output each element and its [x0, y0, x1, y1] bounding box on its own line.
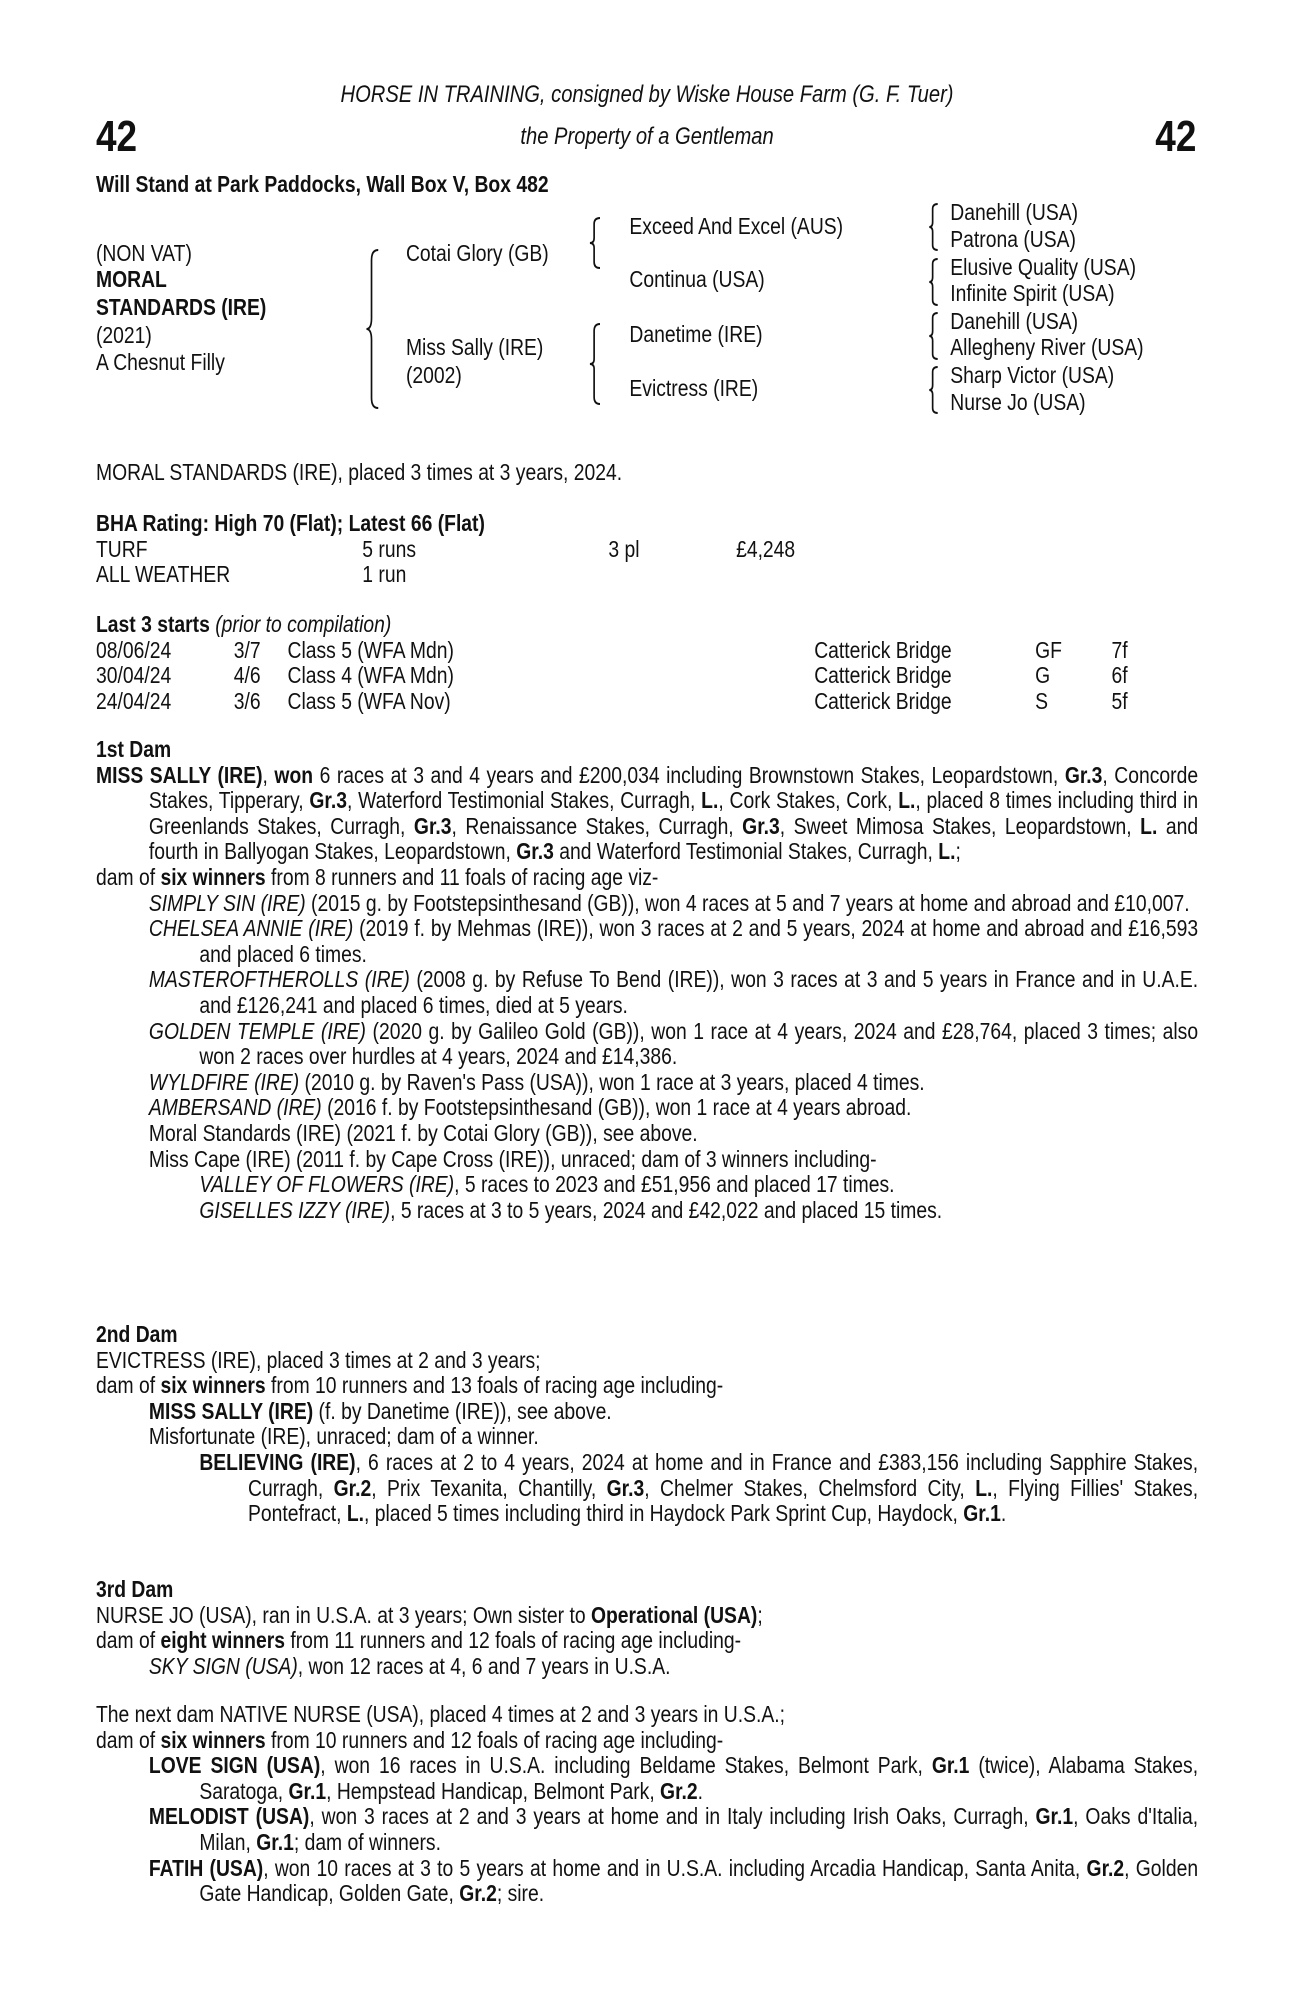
dam-record-paragraph — [96, 1450, 1198, 1527]
text: (2020 g. by Galileo Gold (GB)), won 1 race at 4 years, 2024 and £28,764, placed 3 times; also won 2 races over hurdles at 4 years, 2024 and £14,386. — [199, 1017, 1199, 1070]
start-dist: 5f — [1111, 687, 1128, 714]
dam-section-1 — [96, 737, 1198, 1223]
dam-year: (2002) — [405, 362, 462, 388]
bold-text: Gr.2 — [333, 1474, 372, 1501]
text: , — [262, 761, 275, 788]
bold-text: L. — [346, 1500, 365, 1527]
text: (2019 f. by Mehmas (IRE)), won 3 races at 2 and 5 years, 2024 at home and abroad and £16,593 and placed 6 times. — [199, 915, 1199, 967]
start-course: Catterick Bridge — [814, 636, 952, 663]
text: , Golden Gate Handicap, Golden Gate, — [199, 1854, 1199, 1907]
bold-text: Gr.3 — [1064, 761, 1103, 788]
dam-record-paragraph — [96, 1373, 1198, 1399]
bold-text: MISS SALLY (IRE) — [148, 1397, 314, 1424]
horse-name-line1: MORAL — [96, 266, 167, 292]
text: ; sire. — [496, 1880, 545, 1907]
italic-text: SKY SIGN (USA) — [148, 1652, 298, 1679]
bold-text: L. — [938, 838, 956, 865]
text: dam of — [96, 1726, 161, 1753]
rating-row — [96, 537, 1198, 563]
italic-text: AMBERSAND (IRE) — [148, 1094, 322, 1121]
dam-record-paragraph — [96, 1147, 1198, 1173]
bold-text: Gr.2 — [1086, 1854, 1125, 1881]
brace-icon — [588, 216, 603, 270]
ownership-line: the Property of a Gentleman — [520, 123, 774, 150]
dam-record-paragraph — [96, 1399, 1198, 1425]
horse-description: A Chesnut Filly — [96, 349, 225, 375]
text: and fourth in Ballyogan Stakes, Leopardstown, — [148, 812, 1199, 865]
text: ; — [757, 1601, 763, 1628]
vat-status: (NON VAT) — [96, 240, 192, 266]
start-date: 08/06/24 — [96, 636, 172, 663]
text: , Flying Fillies' Stakes, Pontefract, — [248, 1474, 1199, 1527]
brace-icon — [588, 322, 603, 406]
text: , 5 races at 3 to 5 years, 2024 and £42,022 and placed 15 times. — [390, 1196, 943, 1223]
dam-record-paragraph — [96, 891, 1198, 917]
dam-heading: 2nd Dam — [96, 1321, 178, 1347]
italic-text: GOLDEN TEMPLE (IRE) — [148, 1017, 366, 1044]
grandparent: Danetime (IRE) — [629, 321, 763, 347]
bold-text: Gr.2 — [660, 1777, 698, 1804]
bold-text: Gr.3 — [413, 812, 452, 839]
bold-text: Gr.1 — [1035, 1803, 1074, 1830]
text: , Renaissance Stakes, Curragh, — [451, 812, 743, 839]
start-going: GF — [1035, 636, 1062, 663]
text: , 6 races at 2 to 4 years, 2024 at home and in France and £383,156 including Sapphire Stakes, Curragh, — [248, 1448, 1199, 1501]
brace-icon — [928, 257, 941, 307]
runs: 1 run — [362, 561, 407, 588]
great-grandparent: Infinite Spirit (USA) — [950, 280, 1115, 306]
sire: Cotai Glory (GB) — [405, 240, 549, 266]
stand-location: Will Stand at Park Paddocks, Wall Box V, Box 482 — [96, 171, 549, 197]
dam-record-paragraph — [96, 1628, 1198, 1654]
dam-record-paragraph — [96, 916, 1198, 967]
start-class: Class 5 (WFA Nov) — [287, 687, 451, 714]
great-grandparent: Allegheny River (USA) — [950, 334, 1144, 360]
dam-record-paragraph — [96, 1348, 1198, 1374]
text: ; dam of winners. — [293, 1828, 441, 1855]
rating-section — [96, 511, 1198, 588]
bold-text: Gr.2 — [459, 1880, 497, 1907]
brace-icon — [365, 248, 382, 410]
start-course: Catterick Bridge — [814, 687, 952, 714]
text: , Hempstead Handicap, Belmont Park, — [326, 1777, 661, 1804]
italic-text: WYLDFIRE (IRE) — [148, 1068, 300, 1095]
italic-text: VALLEY OF FLOWERS (IRE) — [199, 1171, 455, 1198]
start-course: Catterick Bridge — [814, 662, 952, 689]
text: (2008 g. by Refuse To Bend (IRE)), won 3 races at 3 and 5 years in France and in U.A.E. and £126,241 and placed 6 times, died at 5 years. — [199, 966, 1199, 1018]
text: , won 10 races at 3 to 5 years at home and in U.S.A. including Arcadia Handicap, Santa Anita, — [263, 1854, 1087, 1881]
last-starts-note: (prior to compilation) — [215, 611, 392, 637]
runs: 5 runs — [362, 535, 416, 562]
horse-name-line2: STANDARDS (IRE) — [96, 294, 267, 320]
dam-section-3 — [96, 1577, 1198, 1679]
great-grandparent: Danehill (USA) — [950, 199, 1079, 225]
foaling-year: (2021) — [96, 322, 152, 348]
rating-title: BHA Rating: High 70 (Flat); Latest 66 (Flat) — [96, 510, 485, 536]
bold-text: Gr.3 — [309, 787, 347, 814]
dam-record-paragraph — [96, 1728, 1198, 1754]
placed: 3 pl — [608, 535, 640, 562]
bold-text: Gr.1 — [288, 1777, 327, 1804]
bold-text: won — [274, 761, 314, 788]
text: . — [1000, 1500, 1007, 1527]
text: , Sweet Mimosa Stakes, Leopardstown, — [779, 812, 1141, 839]
text: dam of — [96, 1372, 161, 1399]
catalogue-page — [96, 0, 1198, 2000]
dam-record-paragraph — [96, 1804, 1198, 1855]
dam-record-paragraph — [96, 1198, 1198, 1224]
last-starts-title: Last 3 starts — [96, 611, 210, 637]
bold-text: six winners — [160, 863, 266, 890]
start-pos: 3/6 — [233, 687, 261, 714]
dam-record-paragraph — [96, 865, 1198, 891]
text: dam of — [96, 1627, 161, 1654]
dam-heading: 1st Dam — [96, 736, 172, 762]
text: , placed 8 times including third in Greenlands Stakes, Curragh, — [148, 787, 1199, 839]
text: Miss Cape (IRE) (2011 f. by Cape Cross (IRE)), unraced; dam of 3 winners including- — [148, 1145, 877, 1172]
bold-text: MISS SALLY (IRE) — [96, 761, 263, 788]
dam-record-paragraph — [96, 1753, 1198, 1804]
start-pos: 4/6 — [233, 662, 261, 689]
rating-row — [96, 562, 1198, 588]
last-starts-section — [96, 612, 1198, 714]
text: , Prix Texanita, Chantilly, — [371, 1474, 607, 1501]
bold-text: MELODIST (USA) — [148, 1803, 310, 1830]
italic-text: GISELLES IZZY (IRE) — [199, 1196, 391, 1223]
dam-record-paragraph — [96, 1095, 1198, 1121]
start-date: 24/04/24 — [96, 687, 172, 714]
text: , 5 races to 2023 and £51,956 and placed 17 times. — [454, 1171, 895, 1198]
great-grandparent: Sharp Victor (USA) — [950, 362, 1115, 388]
text: (2010 g. by Raven's Pass (USA)), won 1 race at 3 years, placed 4 times. — [299, 1068, 925, 1095]
grandparent: Exceed And Excel (AUS) — [629, 213, 844, 239]
bold-text: Gr.1 — [963, 1500, 1001, 1527]
text: , Chelmer Stakes, Chelmsford City, — [644, 1474, 976, 1501]
bold-text: FATIH (USA) — [148, 1854, 264, 1881]
dam-record-paragraph — [96, 1121, 1198, 1147]
bold-text: L. — [701, 787, 719, 814]
text: dam of — [96, 863, 161, 890]
dam-record-paragraph — [96, 1424, 1198, 1450]
grandparent: Continua (USA) — [629, 266, 765, 292]
text: and Waterford Testimonial Stakes, Curragh, — [553, 838, 939, 865]
text: NURSE JO (USA), ran in U.S.A. at 3 years; Own sister to — [96, 1601, 591, 1628]
bold-text: six winners — [160, 1372, 266, 1399]
text: , won 16 races in U.S.A. including Beldame Stakes, Belmont Park, — [320, 1752, 932, 1779]
dam-record-paragraph — [96, 1019, 1198, 1070]
text: , won 12 races at 4, 6 and 7 years in U.S.A. — [297, 1652, 671, 1679]
lot-number-left: 42 — [96, 112, 138, 161]
bold-text: Gr.3 — [742, 812, 780, 839]
text: Misfortunate (IRE), unraced; dam of a winner. — [148, 1423, 539, 1450]
start-going: G — [1035, 662, 1051, 689]
great-grandparent: Elusive Quality (USA) — [950, 254, 1137, 280]
start-class: Class 4 (WFA Mdn) — [287, 662, 454, 689]
text: from 10 runners and 13 foals of racing age including- — [265, 1372, 724, 1399]
dam-record-paragraph — [96, 1702, 1198, 1728]
dam-record-paragraph — [96, 1172, 1198, 1198]
consignor-line: HORSE IN TRAINING, consigned by Wiske House Farm (G. F. Tuer) — [340, 81, 954, 108]
surface: TURF — [96, 535, 148, 562]
lot-number-right: 42 — [1155, 112, 1197, 161]
start-pos: 3/7 — [233, 636, 261, 663]
text: (twice), Alabama Stakes, Saratoga, — [199, 1752, 1199, 1804]
bold-text: Gr.1 — [256, 1828, 294, 1855]
dam-record-paragraph — [96, 1654, 1198, 1680]
surface: ALL WEATHER — [96, 561, 231, 588]
text: , Cork Stakes, Cork, — [718, 787, 899, 814]
text: Moral Standards (IRE) (2021 f. by Cotai Glory (GB)), see above. — [148, 1119, 698, 1146]
bold-text: L. — [1140, 812, 1158, 839]
dam-section-2 — [96, 1322, 1198, 1527]
great-grandparent: Danehill (USA) — [950, 308, 1079, 334]
bold-text: Gr.3 — [516, 838, 554, 865]
brace-icon — [928, 311, 941, 361]
bold-text: LOVE SIGN (USA) — [148, 1752, 321, 1779]
text: . — [697, 1777, 704, 1804]
race-summary: MORAL STANDARDS (IRE), placed 3 times at 3 years, 2024. — [96, 459, 623, 485]
text: (2016 f. by Footstepsinthesand (GB)), won 1 race at 4 years abroad. — [321, 1094, 912, 1121]
bold-text: eight winners — [160, 1627, 285, 1654]
dam-record-paragraph — [96, 1603, 1198, 1629]
dam: Miss Sally (IRE) — [405, 334, 544, 360]
text: , placed 5 times including third in Haydock Park Sprint Cup, Haydock, — [364, 1500, 964, 1527]
great-grandparent: Patrona (USA) — [950, 226, 1076, 252]
italic-text: MASTEROFTHEROLLS (IRE) — [148, 966, 410, 993]
start-row — [96, 689, 1198, 715]
text: (f. by Danetime (IRE)), see above. — [313, 1397, 612, 1424]
dam-heading: 3rd Dam — [96, 1576, 174, 1602]
text: , Oaks d'Italia, Milan, — [199, 1803, 1199, 1855]
bold-text: Operational (USA) — [590, 1601, 758, 1628]
bold-text: L. — [898, 787, 916, 814]
grandparent: Evictress (IRE) — [629, 375, 759, 401]
dam-record-paragraph — [96, 1856, 1198, 1907]
text: , won 3 races at 2 and 3 years at home and in Italy including Irish Oaks, Curragh, — [309, 1803, 1036, 1830]
text: 6 races at 3 and 4 years and £200,034 including Brownstown Stakes, Leopardstown, — [313, 761, 1065, 788]
start-date: 30/04/24 — [96, 662, 172, 689]
text: from 10 runners and 12 foals of racing age including- — [265, 1726, 724, 1753]
italic-text: SIMPLY SIN (IRE) — [148, 889, 306, 916]
text: from 8 runners and 11 foals of racing age viz- — [265, 863, 659, 890]
text: (2015 g. by Footstepsinthesand (GB)), won 4 races at 5 and 7 years at home and abroad and £10,007. — [305, 889, 1190, 916]
start-dist: 6f — [1111, 662, 1128, 689]
dam-record-paragraph — [96, 1070, 1198, 1096]
start-dist: 7f — [1111, 636, 1128, 663]
text: ; — [955, 838, 961, 865]
dam-record-paragraph — [96, 763, 1198, 865]
bold-text: BELIEVING (IRE) — [199, 1448, 356, 1475]
bold-text: L. — [975, 1474, 993, 1501]
text: , Concorde Stakes, Tipperary, — [148, 761, 1199, 814]
start-row — [96, 638, 1198, 664]
bold-text: Gr.3 — [606, 1474, 645, 1501]
text: EVICTRESS (IRE), placed 3 times at 2 and 3 years; — [96, 1346, 541, 1373]
bold-text: six winners — [160, 1726, 266, 1753]
italic-text: CHELSEA ANNIE (IRE) — [148, 915, 354, 942]
start-class: Class 5 (WFA Mdn) — [287, 636, 454, 663]
brace-icon — [928, 202, 941, 252]
text: from 11 runners and 12 foals of racing age including- — [284, 1627, 742, 1654]
dam-record-paragraph — [96, 967, 1198, 1018]
great-grandparent: Nurse Jo (USA) — [950, 389, 1086, 415]
bold-text: Gr.1 — [931, 1752, 970, 1779]
text: The next dam NATIVE NURSE (USA), placed 4 times at 2 and 3 years in U.S.A.; — [96, 1701, 785, 1727]
start-row — [96, 663, 1198, 689]
brace-icon — [928, 365, 941, 415]
text: , Waterford Testimonial Stakes, Curragh, — [346, 787, 702, 814]
next-dam-section — [96, 1702, 1198, 1907]
start-going: S — [1035, 687, 1049, 714]
prize-money: £4,248 — [736, 535, 796, 562]
